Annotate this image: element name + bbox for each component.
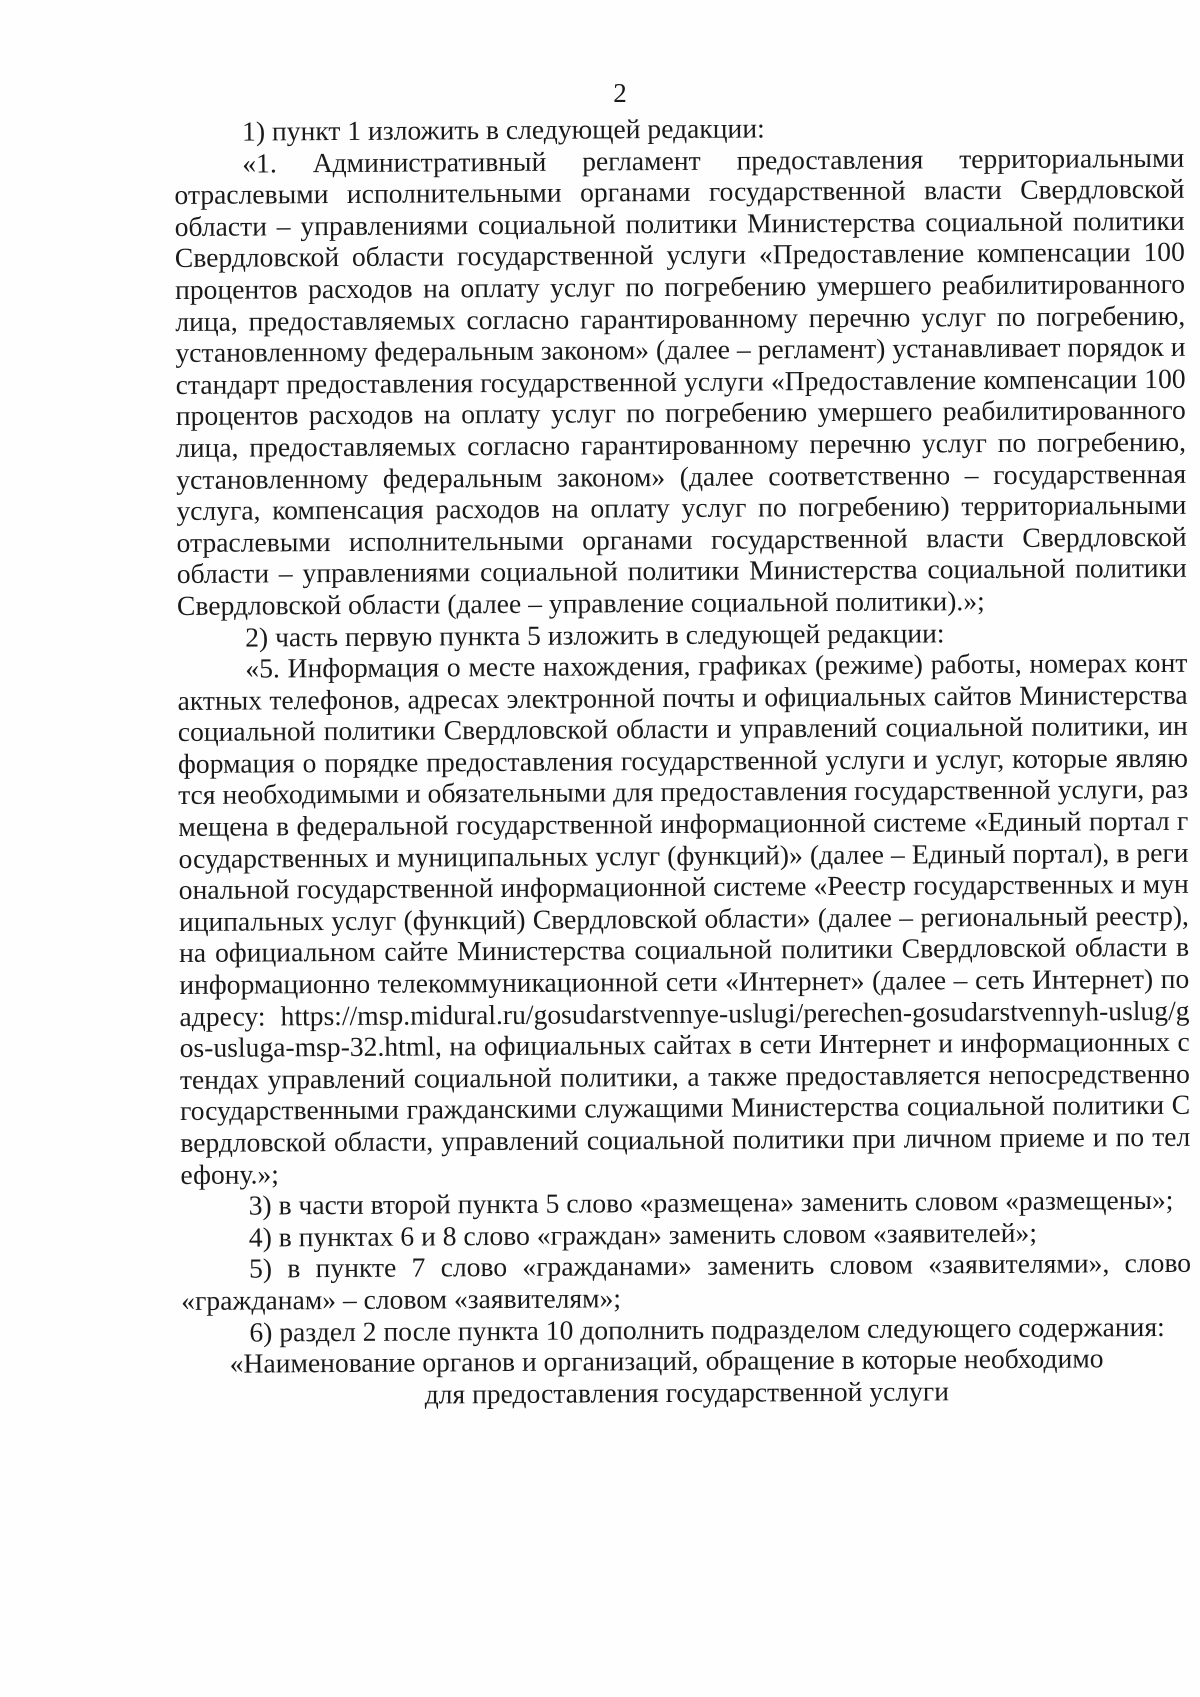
- page-number: 2: [613, 78, 627, 108]
- subsection-heading-line-2: для предоставления государственной услуги: [424, 1375, 950, 1410]
- quoted-paragraph-1: «1. Административный регламент предоставления территориальными отраслевыми исполнительными органами государственной власти Свердловской области – управлениями социальной политики Министерства социальной политики Свердловской области государственной услуги «Предоставление компенсации 100 процентов расходов на оплату услуг по погребению умершего реабилитированного лица, предоставляемых согласно гарантированному перечню услуг по погребению, установленному федеральным законом» (далее – регламент) устанавливает порядок и стандарт предоставления государственной услуги «Предоставление компенсации 100 процентов расходов на оплату услуг по погребению умершего реабилитированного лица, предоставляемых согласно гарантированному перечню услуг по погребению, установленному федеральным законом» (далее соответственно – государственная услуга, компенсация расходов на оплату услуг по погребению) территориальными отраслевыми исполнительными органами государственной власти Свердловской области – управлениями социальной политики Министерства социальной политики Свердловской области (далее – управление социальной политики).»;: [174, 141, 1187, 621]
- amendment-item-2: 2) часть первую пункта 5 изложить в следующей редакции:: [245, 616, 945, 653]
- amendment-item-6: 6) раздел 2 после пункта 10 дополнить подразделом следующего содержания:: [249, 1310, 1165, 1348]
- amendment-item-3: 3) в части второй пункта 5 слово «размещена» заменить словом «размещены»;: [248, 1184, 1174, 1221]
- subsection-heading-line-1: «Наименование органов и организаций, обращение в которые необходимо: [229, 1342, 1104, 1379]
- amendment-item-5: 5) в пункте 7 слово «гражданами» заменить словом «заявителями», слово «гражданам» – словом «заявителям»;: [181, 1247, 1192, 1316]
- amendment-item-4: 4) в пунктах 6 и 8 слово «граждан» заменить словом «заявителей»;: [248, 1216, 1038, 1253]
- amendment-item-1: 1) пункт 1 изложить в следующей редакции:: [241, 112, 765, 147]
- quoted-paragraph-5: «5. Информация о месте нахождения, графиках (режиме) работы, номерах контактных телефонов, адресах электронной почты и официальных сайтов Министерства социальной политики Свердловской области и управлений социальной политики, информация о порядке предоставления государственной услуги и услуг, которые являются необходимыми и обязательными для предоставления государственной услуги, размещена в федеральной государственной информационной системе «Единый портал государственных и муниципальных услуг (функций)» (далее – Единый портал), в региональной государственной информационной системе «Реестр государственных и муниципальных услуг (функций) Свердловской области» (далее – региональный реестр), на официальном сайте Министерства социальной политики Свердловской области в информационно телекоммуникационной сети «Интернет» (далее – сеть Интернет) по адресу: https://msp.midural.ru/gosudarstvennye-uslugi/perechen-gosudarstvennyh-uslug/gos-usluga-msp-32.html, на официальных сайтах в сети Интернет и информационных стендах управлений социальной политики, а также предоставляется непосредственно государственными гражданскими служащими Министерства социальной политики Свердловской области, управлений социальной политики при личном приеме и по телефону.»;: [177, 646, 1191, 1190]
- document-body: [174, 110, 1192, 1411]
